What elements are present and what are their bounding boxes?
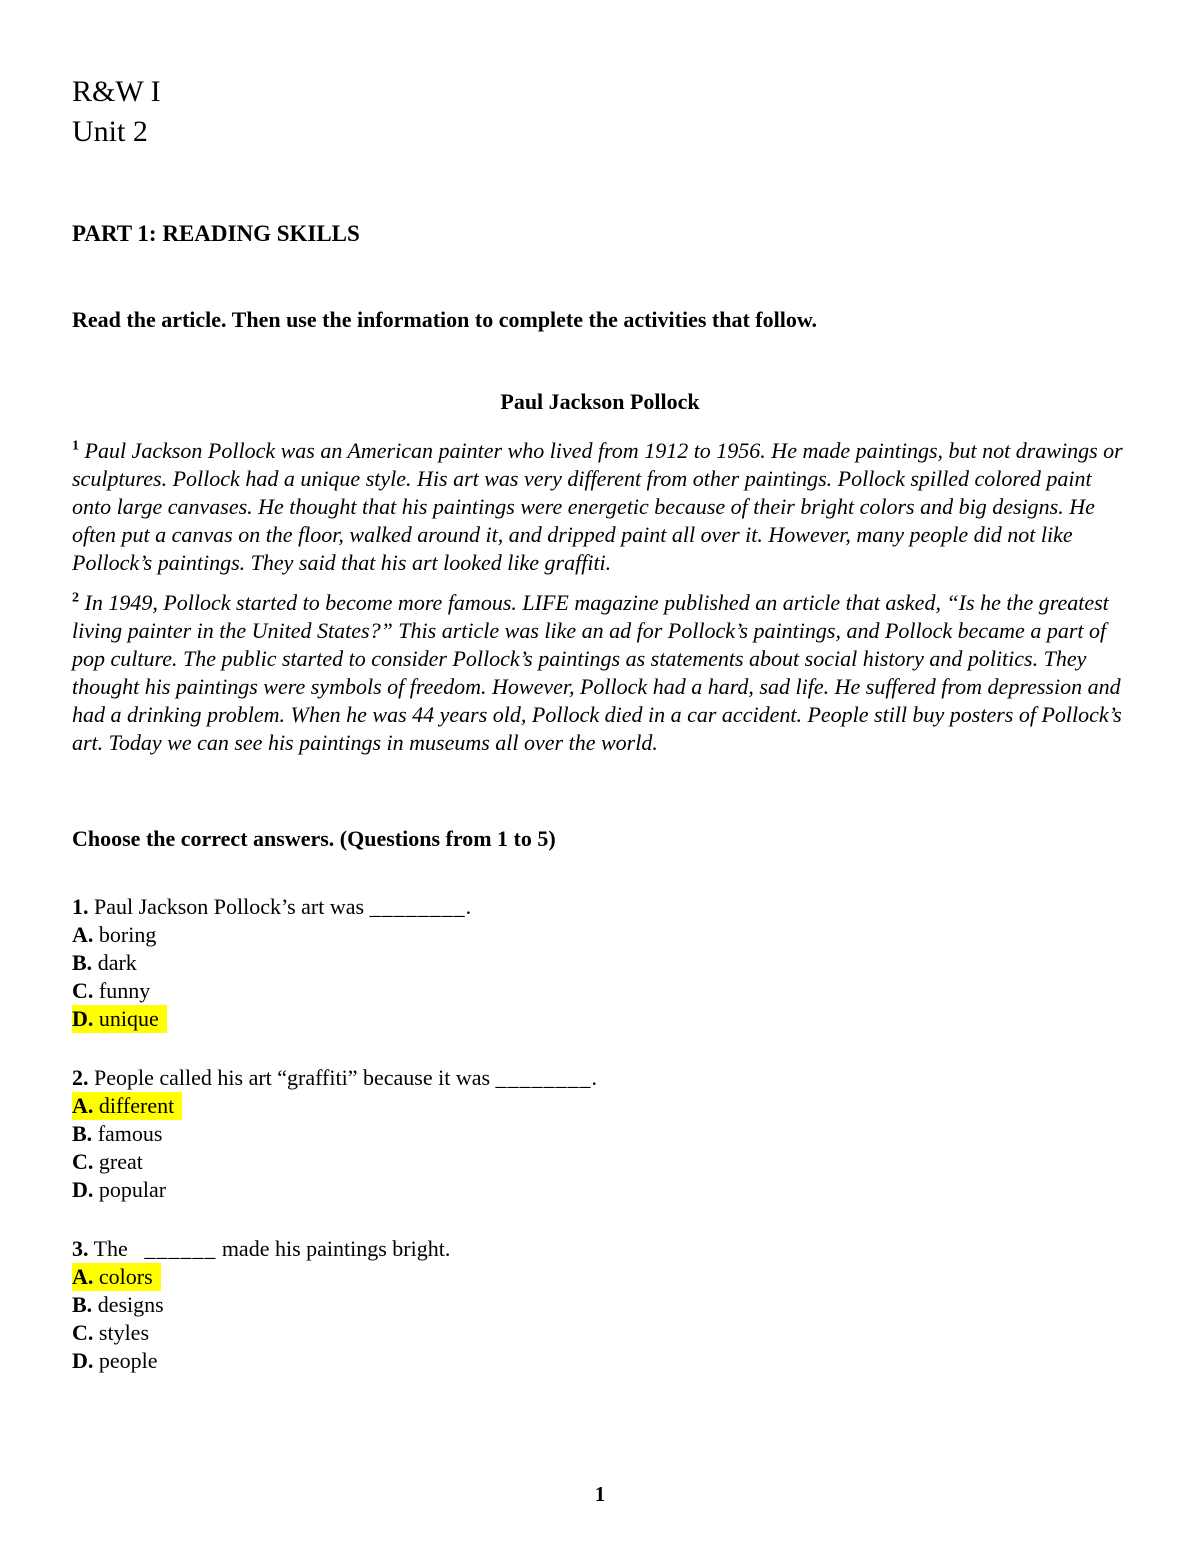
option-content [72, 950, 137, 975]
option-content [72, 922, 156, 947]
question-2-stem [72, 1064, 1128, 1092]
question-1-option-c [72, 977, 1128, 1005]
question-2-option-d [72, 1176, 1128, 1204]
option-label: colors [98, 1264, 153, 1289]
option-label: popular [98, 1177, 167, 1202]
question-3-option-b [72, 1291, 1128, 1319]
exercise-heading: Choose the correct answers. (Questions from 1 to 5) [72, 826, 556, 851]
article-paragraph-2 [72, 589, 1128, 757]
option-content [72, 1320, 149, 1345]
option-content-highlighted [72, 1092, 182, 1120]
paragraph-2-text: In 1949, Pollock started to become more famous. LIFE magazine published an article that asked, “Is he the greatest living painter in the United States?” This article was like an ad for Pollock’s paintings, and Pollock became a part of pop culture. The public started to consider Pollock’s paintings as statements about social history and politics. They thought his paintings were symbols of freedom. However, Pollock had a hard, sad life. He suffered from depression and had a drinking problem. When he was 44 years old, Pollock died in a car accident. People still buy posters of Pollock’s art. Today we can see his paintings in museums all over the world. [72, 590, 1122, 755]
course-title: R&W I [72, 75, 161, 108]
option-letter: C. [72, 978, 94, 1003]
question-1-number: 1. [72, 894, 89, 919]
question-2-number: 2. [72, 1065, 89, 1090]
question-1-option-b [72, 949, 1128, 977]
question-3-blank: ______ [144, 1236, 217, 1261]
option-content-highlighted [72, 1005, 167, 1033]
option-content [72, 1149, 143, 1174]
option-label: styles [98, 1320, 150, 1345]
question-3-option-c [72, 1319, 1128, 1347]
option-label: dark [97, 950, 137, 975]
option-letter: C. [72, 1320, 94, 1345]
option-label: great [98, 1149, 143, 1174]
question-1 [72, 893, 1128, 1033]
option-label: designs [97, 1292, 164, 1317]
question-3-number: 3. [72, 1236, 89, 1261]
question-2-blank: ________ [495, 1065, 592, 1090]
option-letter: D. [72, 1006, 94, 1031]
option-letter: A. [72, 1093, 94, 1118]
question-2-text-after: . [591, 1065, 598, 1090]
question-1-option-d [72, 1005, 1128, 1033]
option-content [72, 1177, 166, 1202]
question-1-blank: ________ [369, 894, 466, 919]
option-label: famous [97, 1121, 163, 1146]
document-header [72, 72, 1128, 152]
option-content [72, 1348, 158, 1373]
question-1-option-a [72, 921, 1128, 949]
option-label: unique [98, 1006, 159, 1031]
question-2 [72, 1064, 1128, 1204]
reading-instruction: Read the article. Then use the information to complete the activities that follow. [72, 307, 818, 332]
question-1-text-after: . [465, 894, 472, 919]
page-number: 1 [594, 1482, 606, 1506]
question-3-option-a [72, 1263, 1128, 1291]
unit-title: Unit 2 [72, 115, 148, 148]
question-1-stem [72, 893, 1128, 921]
paragraph-2-marker: 2 [72, 590, 79, 606]
option-letter: D. [72, 1177, 94, 1202]
option-content-highlighted [72, 1263, 161, 1291]
option-label: different [98, 1093, 175, 1118]
question-3-text-after: made his paintings bright. [216, 1236, 451, 1261]
question-3-text: The [93, 1236, 145, 1261]
article-title: Paul Jackson Pollock [500, 389, 700, 414]
option-letter: A. [72, 1264, 94, 1289]
option-label: people [98, 1348, 158, 1373]
question-2-option-a [72, 1092, 1128, 1120]
option-label: boring [98, 922, 157, 947]
option-label: funny [98, 978, 151, 1003]
question-2-text: People called his art “graffiti” because it was [94, 1065, 496, 1090]
part-title: PART 1: READING SKILLS [72, 221, 360, 246]
option-content [72, 1121, 162, 1146]
question-2-option-c [72, 1148, 1128, 1176]
question-3-option-d [72, 1347, 1128, 1375]
option-letter: B. [72, 950, 93, 975]
question-1-text: Paul Jackson Pollock’s art was [94, 894, 370, 919]
option-letter: C. [72, 1149, 94, 1174]
paragraph-1-text: Paul Jackson Pollock was an American painter who lived from 1912 to 1956. He made paintings, but not drawings or sculptures. Pollock had a unique style. His art was very different from other paintings. Pollock spilled colored paint onto large canvases. He thought that his paintings were energetic because of their bright colors and big designs. He often put a canvas on the floor, walked around it, and dripped paint all over it. However, many people did not like Pollock’s paintings. They said that his art looked like graffiti. [72, 438, 1123, 575]
option-content [72, 978, 150, 1003]
option-letter: B. [72, 1292, 93, 1317]
option-letter: B. [72, 1121, 93, 1146]
option-content [72, 1292, 164, 1317]
option-letter: D. [72, 1348, 94, 1373]
question-2-option-b [72, 1120, 1128, 1148]
article-paragraph-1 [72, 437, 1128, 577]
question-3 [72, 1235, 1128, 1375]
option-letter: A. [72, 922, 94, 947]
paragraph-1-marker: 1 [72, 438, 79, 454]
question-3-stem [72, 1235, 1128, 1263]
